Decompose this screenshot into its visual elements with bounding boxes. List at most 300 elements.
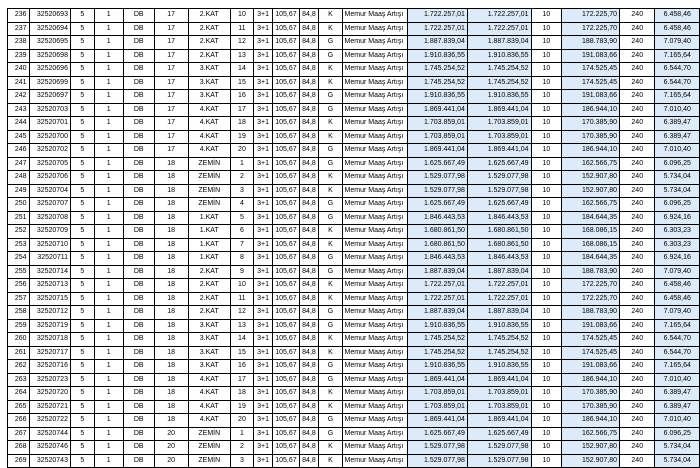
- cell-rooms: 3+1: [253, 279, 272, 293]
- cell-floor: 1.KAT: [188, 238, 230, 252]
- cell-net-area: 84,8: [299, 333, 319, 347]
- cell-price: 1.625.667,49: [408, 157, 468, 171]
- cell-type: DB: [123, 76, 154, 90]
- cell-row-number: 249: [8, 184, 30, 198]
- cell-percent: 10: [531, 252, 562, 266]
- cell-row-number: 252: [8, 225, 30, 239]
- cell-net-area: 84,8: [299, 279, 319, 293]
- cell-installment: 6.389,47: [655, 387, 700, 401]
- cell-total-price: 1.529.077,98: [467, 454, 531, 468]
- cell-parcel-id: 32520710: [29, 238, 70, 252]
- cell-entrance: 1: [94, 76, 123, 90]
- cell-block: 5: [70, 373, 94, 387]
- cell-building: 18: [154, 400, 188, 414]
- cell-floor: 4.KAT: [188, 373, 230, 387]
- cell-down-payment: 162.566,75: [562, 157, 620, 171]
- cell-rooms: 3+1: [253, 346, 272, 360]
- cell-increase-type: Memur Maaş Artışı: [342, 252, 407, 266]
- cell-increase-type: Memur Maaş Artışı: [342, 319, 407, 333]
- cell-row-number: 263: [8, 373, 30, 387]
- cell-total-price: 1.846.443,53: [467, 211, 531, 225]
- cell-net-area: 84,8: [299, 265, 319, 279]
- cell-direction: G: [319, 306, 342, 320]
- cell-gross-area: 105,67: [273, 157, 299, 171]
- cell-months: 240: [620, 36, 655, 50]
- cell-parcel-id: 32520716: [29, 360, 70, 374]
- cell-block: 5: [70, 400, 94, 414]
- cell-installment: 5.734,04: [655, 171, 700, 185]
- cell-installment: 6.096,25: [655, 198, 700, 212]
- cell-block: 5: [70, 171, 94, 185]
- cell-row-number: 241: [8, 76, 30, 90]
- cell-percent: 10: [531, 414, 562, 428]
- cell-net-area: 84,8: [299, 225, 319, 239]
- cell-type: DB: [123, 333, 154, 347]
- cell-entrance: 1: [94, 9, 123, 23]
- cell-price: 1.722.257,01: [408, 279, 468, 293]
- cell-installment: 5.734,04: [655, 454, 700, 468]
- cell-entrance: 1: [94, 36, 123, 50]
- cell-percent: 10: [531, 279, 562, 293]
- cell-row-number: 255: [8, 265, 30, 279]
- cell-months: 240: [620, 373, 655, 387]
- cell-unit-no: 17: [230, 373, 253, 387]
- cell-row-number: 259: [8, 319, 30, 333]
- cell-gross-area: 105,67: [273, 184, 299, 198]
- cell-floor: 2.KAT: [188, 9, 230, 23]
- cell-block: 5: [70, 103, 94, 117]
- cell-floor: ZEMİN: [188, 427, 230, 441]
- cell-entrance: 1: [94, 130, 123, 144]
- cell-net-area: 84,8: [299, 292, 319, 306]
- table-row: [8, 103, 700, 117]
- cell-installment: 7.079,40: [655, 36, 700, 50]
- cell-direction: G: [319, 144, 342, 158]
- cell-parcel-id: 32520746: [29, 441, 70, 455]
- cell-row-number: 266: [8, 414, 30, 428]
- table-row: [8, 279, 700, 293]
- cell-type: DB: [123, 387, 154, 401]
- cell-percent: 10: [531, 292, 562, 306]
- cell-installment: 6.544,70: [655, 76, 700, 90]
- cell-gross-area: 105,67: [273, 198, 299, 212]
- cell-building: 18: [154, 198, 188, 212]
- cell-building: 17: [154, 130, 188, 144]
- cell-building: 17: [154, 49, 188, 63]
- cell-entrance: 1: [94, 346, 123, 360]
- cell-increase-type: Memur Maaş Artışı: [342, 333, 407, 347]
- cell-increase-type: Memur Maaş Artışı: [342, 387, 407, 401]
- cell-row-number: 250: [8, 198, 30, 212]
- cell-gross-area: 105,67: [273, 63, 299, 77]
- cell-direction: G: [319, 360, 342, 374]
- cell-percent: 10: [531, 130, 562, 144]
- cell-entrance: 1: [94, 198, 123, 212]
- cell-direction: G: [319, 90, 342, 104]
- cell-unit-no: 6: [230, 225, 253, 239]
- cell-increase-type: Memur Maaş Artışı: [342, 265, 407, 279]
- cell-percent: 10: [531, 427, 562, 441]
- cell-increase-type: Memur Maaş Artışı: [342, 49, 407, 63]
- cell-direction: K: [319, 9, 342, 23]
- cell-gross-area: 105,67: [273, 238, 299, 252]
- cell-price: 1.722.257,01: [408, 292, 468, 306]
- cell-block: 5: [70, 319, 94, 333]
- cell-net-area: 84,8: [299, 36, 319, 50]
- table-row: [8, 144, 700, 158]
- cell-entrance: 1: [94, 63, 123, 77]
- cell-floor: 4.KAT: [188, 103, 230, 117]
- cell-total-price: 1.529.077,98: [467, 184, 531, 198]
- cell-rooms: 3+1: [253, 427, 272, 441]
- cell-percent: 10: [531, 76, 562, 90]
- cell-price: 1.529.077,98: [408, 454, 468, 468]
- cell-rooms: 3+1: [253, 238, 272, 252]
- cell-block: 5: [70, 184, 94, 198]
- cell-down-payment: 188.783,90: [562, 265, 620, 279]
- cell-floor: 3.KAT: [188, 63, 230, 77]
- cell-increase-type: Memur Maaş Artışı: [342, 103, 407, 117]
- cell-rooms: 3+1: [253, 387, 272, 401]
- cell-building: 18: [154, 387, 188, 401]
- cell-type: DB: [123, 36, 154, 50]
- cell-building: 18: [154, 225, 188, 239]
- cell-floor: 1.KAT: [188, 211, 230, 225]
- table-row: [8, 211, 700, 225]
- cell-row-number: 262: [8, 360, 30, 374]
- table-row: [8, 360, 700, 374]
- cell-months: 240: [620, 9, 655, 23]
- cell-direction: K: [319, 76, 342, 90]
- cell-gross-area: 105,67: [273, 9, 299, 23]
- cell-down-payment: 191.083,66: [562, 90, 620, 104]
- cell-parcel-id: 32520696: [29, 63, 70, 77]
- cell-block: 5: [70, 265, 94, 279]
- table-row: [8, 117, 700, 131]
- cell-floor: ZEMİN: [188, 157, 230, 171]
- cell-unit-no: 4: [230, 198, 253, 212]
- cell-row-number: 264: [8, 387, 30, 401]
- cell-unit-no: 12: [230, 36, 253, 50]
- cell-percent: 10: [531, 441, 562, 455]
- cell-gross-area: 105,67: [273, 90, 299, 104]
- table-body: [8, 9, 700, 468]
- cell-net-area: 84,8: [299, 198, 319, 212]
- cell-rooms: 3+1: [253, 454, 272, 468]
- cell-row-number: 265: [8, 400, 30, 414]
- cell-gross-area: 105,67: [273, 117, 299, 131]
- cell-parcel-id: 32520720: [29, 387, 70, 401]
- cell-unit-no: 16: [230, 90, 253, 104]
- cell-total-price: 1.625.667,49: [467, 198, 531, 212]
- cell-type: DB: [123, 211, 154, 225]
- cell-net-area: 84,8: [299, 454, 319, 468]
- cell-months: 240: [620, 427, 655, 441]
- cell-months: 240: [620, 22, 655, 36]
- cell-building: 18: [154, 211, 188, 225]
- cell-down-payment: 170.385,90: [562, 387, 620, 401]
- cell-months: 240: [620, 238, 655, 252]
- cell-net-area: 84,8: [299, 211, 319, 225]
- cell-parcel-id: 32520693: [29, 9, 70, 23]
- cell-installment: 6.096,25: [655, 427, 700, 441]
- cell-percent: 10: [531, 333, 562, 347]
- cell-price: 1.910.836,55: [408, 360, 468, 374]
- cell-unit-no: 20: [230, 144, 253, 158]
- cell-net-area: 84,8: [299, 144, 319, 158]
- cell-price: 1.910.836,55: [408, 90, 468, 104]
- cell-block: 5: [70, 49, 94, 63]
- cell-unit-no: 8: [230, 252, 253, 266]
- cell-percent: 10: [531, 90, 562, 104]
- cell-gross-area: 105,67: [273, 211, 299, 225]
- cell-type: DB: [123, 184, 154, 198]
- cell-block: 5: [70, 157, 94, 171]
- cell-percent: 10: [531, 360, 562, 374]
- cell-months: 240: [620, 117, 655, 131]
- cell-months: 240: [620, 265, 655, 279]
- cell-net-area: 84,8: [299, 319, 319, 333]
- cell-months: 240: [620, 319, 655, 333]
- cell-direction: K: [319, 387, 342, 401]
- cell-building: 18: [154, 360, 188, 374]
- cell-price: 1.625.667,49: [408, 198, 468, 212]
- cell-rooms: 3+1: [253, 63, 272, 77]
- cell-increase-type: Memur Maaş Artışı: [342, 63, 407, 77]
- cell-direction: K: [319, 22, 342, 36]
- cell-price: 1.869.441,04: [408, 414, 468, 428]
- cell-type: DB: [123, 454, 154, 468]
- cell-gross-area: 105,67: [273, 373, 299, 387]
- cell-increase-type: Memur Maaş Artışı: [342, 427, 407, 441]
- cell-direction: K: [319, 184, 342, 198]
- cell-net-area: 84,8: [299, 22, 319, 36]
- cell-total-price: 1.745.254,52: [467, 76, 531, 90]
- cell-floor: 4.KAT: [188, 414, 230, 428]
- cell-type: DB: [123, 427, 154, 441]
- cell-months: 240: [620, 184, 655, 198]
- cell-parcel-id: 32520701: [29, 117, 70, 131]
- cell-price: 1.745.254,52: [408, 333, 468, 347]
- cell-gross-area: 105,67: [273, 103, 299, 117]
- cell-gross-area: 105,67: [273, 130, 299, 144]
- cell-block: 5: [70, 333, 94, 347]
- cell-rooms: 3+1: [253, 184, 272, 198]
- cell-increase-type: Memur Maaş Artışı: [342, 400, 407, 414]
- cell-building: 17: [154, 9, 188, 23]
- cell-net-area: 84,8: [299, 387, 319, 401]
- cell-type: DB: [123, 265, 154, 279]
- cell-percent: 10: [531, 238, 562, 252]
- cell-months: 240: [620, 360, 655, 374]
- cell-total-price: 1.910.836,55: [467, 319, 531, 333]
- cell-total-price: 1.869.441,04: [467, 414, 531, 428]
- cell-building: 18: [154, 265, 188, 279]
- cell-block: 5: [70, 346, 94, 360]
- cell-unit-no: 9: [230, 265, 253, 279]
- cell-unit-no: 18: [230, 387, 253, 401]
- cell-building: 18: [154, 414, 188, 428]
- cell-installment: 6.458,46: [655, 9, 700, 23]
- cell-increase-type: Memur Maaş Artışı: [342, 279, 407, 293]
- cell-row-number: 244: [8, 117, 30, 131]
- cell-percent: 10: [531, 265, 562, 279]
- cell-installment: 6.096,25: [655, 157, 700, 171]
- cell-installment: 6.544,70: [655, 333, 700, 347]
- cell-down-payment: 170.385,90: [562, 130, 620, 144]
- table-row: [8, 49, 700, 63]
- cell-price: 1.745.254,52: [408, 63, 468, 77]
- cell-direction: K: [319, 441, 342, 455]
- cell-block: 5: [70, 76, 94, 90]
- cell-unit-no: 10: [230, 279, 253, 293]
- cell-gross-area: 105,67: [273, 427, 299, 441]
- cell-unit-no: 2: [230, 171, 253, 185]
- cell-gross-area: 105,67: [273, 292, 299, 306]
- cell-months: 240: [620, 346, 655, 360]
- cell-total-price: 1.745.254,52: [467, 333, 531, 347]
- cell-total-price: 1.722.257,01: [467, 279, 531, 293]
- cell-installment: 6.389,47: [655, 400, 700, 414]
- cell-percent: 10: [531, 49, 562, 63]
- cell-price: 1.869.441,04: [408, 103, 468, 117]
- cell-block: 5: [70, 63, 94, 77]
- cell-building: 18: [154, 333, 188, 347]
- cell-gross-area: 105,67: [273, 441, 299, 455]
- cell-rooms: 3+1: [253, 157, 272, 171]
- cell-entrance: 1: [94, 454, 123, 468]
- cell-percent: 10: [531, 157, 562, 171]
- cell-months: 240: [620, 76, 655, 90]
- cell-floor: ZEMİN: [188, 184, 230, 198]
- cell-building: 17: [154, 144, 188, 158]
- cell-rooms: 3+1: [253, 333, 272, 347]
- cell-type: DB: [123, 117, 154, 131]
- table-row: [8, 184, 700, 198]
- cell-row-number: 260: [8, 333, 30, 347]
- cell-entrance: 1: [94, 360, 123, 374]
- cell-building: 17: [154, 103, 188, 117]
- cell-building: 17: [154, 22, 188, 36]
- cell-installment: 7.010,40: [655, 144, 700, 158]
- cell-rooms: 3+1: [253, 49, 272, 63]
- cell-type: DB: [123, 373, 154, 387]
- cell-floor: ZEMİN: [188, 454, 230, 468]
- cell-unit-no: 13: [230, 49, 253, 63]
- cell-net-area: 84,8: [299, 63, 319, 77]
- cell-direction: G: [319, 36, 342, 50]
- cell-down-payment: 168.086,15: [562, 238, 620, 252]
- cell-gross-area: 105,67: [273, 333, 299, 347]
- cell-parcel-id: 32520717: [29, 346, 70, 360]
- cell-percent: 10: [531, 225, 562, 239]
- cell-price: 1.529.077,98: [408, 171, 468, 185]
- cell-rooms: 3+1: [253, 198, 272, 212]
- cell-entrance: 1: [94, 319, 123, 333]
- cell-down-payment: 184.644,35: [562, 211, 620, 225]
- cell-months: 240: [620, 400, 655, 414]
- cell-total-price: 1.625.667,49: [467, 157, 531, 171]
- cell-installment: 7.010,40: [655, 373, 700, 387]
- cell-months: 240: [620, 211, 655, 225]
- cell-increase-type: Memur Maaş Artışı: [342, 441, 407, 455]
- cell-percent: 10: [531, 171, 562, 185]
- cell-floor: 4.KAT: [188, 130, 230, 144]
- cell-type: DB: [123, 238, 154, 252]
- cell-unit-no: 1: [230, 157, 253, 171]
- cell-block: 5: [70, 198, 94, 212]
- cell-net-area: 84,8: [299, 76, 319, 90]
- cell-net-area: 84,8: [299, 441, 319, 455]
- cell-percent: 10: [531, 387, 562, 401]
- cell-type: DB: [123, 252, 154, 266]
- cell-row-number: 257: [8, 292, 30, 306]
- cell-rooms: 3+1: [253, 22, 272, 36]
- cell-direction: K: [319, 130, 342, 144]
- cell-percent: 10: [531, 373, 562, 387]
- cell-unit-no: 19: [230, 400, 253, 414]
- cell-months: 240: [620, 49, 655, 63]
- cell-installment: 6.458,46: [655, 279, 700, 293]
- cell-down-payment: 186.944,10: [562, 414, 620, 428]
- cell-price: 1.887.839,04: [408, 265, 468, 279]
- cell-parcel-id: 32520695: [29, 36, 70, 50]
- cell-direction: K: [319, 225, 342, 239]
- cell-installment: 6.389,47: [655, 130, 700, 144]
- cell-total-price: 1.722.257,01: [467, 292, 531, 306]
- cell-total-price: 1.745.254,52: [467, 346, 531, 360]
- cell-percent: 10: [531, 63, 562, 77]
- cell-months: 240: [620, 333, 655, 347]
- cell-block: 5: [70, 9, 94, 23]
- cell-price: 1.529.077,98: [408, 441, 468, 455]
- cell-parcel-id: 32520718: [29, 333, 70, 347]
- cell-building: 18: [154, 373, 188, 387]
- cell-block: 5: [70, 279, 94, 293]
- cell-total-price: 1.703.859,01: [467, 130, 531, 144]
- cell-down-payment: 170.385,90: [562, 400, 620, 414]
- cell-months: 240: [620, 103, 655, 117]
- cell-increase-type: Memur Maaş Artışı: [342, 198, 407, 212]
- cell-building: 18: [154, 292, 188, 306]
- cell-floor: ZEMİN: [188, 441, 230, 455]
- cell-months: 240: [620, 157, 655, 171]
- cell-increase-type: Memur Maaş Artışı: [342, 157, 407, 171]
- cell-price: 1.846.443,53: [408, 211, 468, 225]
- cell-rooms: 3+1: [253, 319, 272, 333]
- cell-block: 5: [70, 225, 94, 239]
- cell-row-number: 246: [8, 144, 30, 158]
- cell-unit-no: 3: [230, 184, 253, 198]
- cell-parcel-id: 32520699: [29, 76, 70, 90]
- table-row: [8, 171, 700, 185]
- cell-price: 1.869.441,04: [408, 373, 468, 387]
- cell-price: 1.910.836,55: [408, 49, 468, 63]
- cell-installment: 6.544,70: [655, 63, 700, 77]
- cell-floor: 2.KAT: [188, 306, 230, 320]
- cell-direction: G: [319, 211, 342, 225]
- cell-unit-no: 11: [230, 22, 253, 36]
- cell-net-area: 84,8: [299, 252, 319, 266]
- cell-gross-area: 105,67: [273, 225, 299, 239]
- cell-rooms: 3+1: [253, 117, 272, 131]
- cell-increase-type: Memur Maaş Artışı: [342, 22, 407, 36]
- table-row: [8, 306, 700, 320]
- cell-price: 1.846.443,53: [408, 252, 468, 266]
- cell-unit-no: 15: [230, 346, 253, 360]
- cell-rooms: 3+1: [253, 211, 272, 225]
- cell-gross-area: 105,67: [273, 387, 299, 401]
